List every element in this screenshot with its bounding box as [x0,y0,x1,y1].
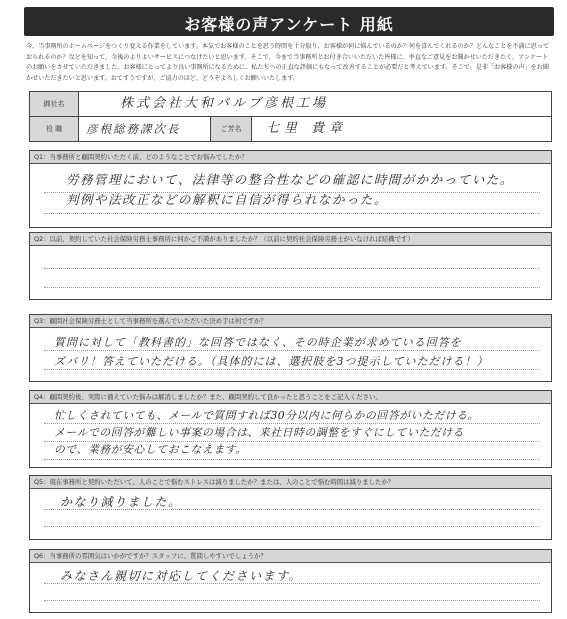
company-label: 御社名 [30,92,79,116]
answer-text [60,493,545,511]
survey-title: お客様の声アンケート 用紙 [184,15,394,34]
answer-line: ので、業務が安心しておこなえます。 [54,443,247,456]
question-text: Q3：顧問社会保険労務士として当事務所を選んでいただいた決め手は何ですか？ [30,315,551,328]
answer-line: ズバリ！答えていただける。（具体的には、選択肢を3つ提示していただける！） [54,355,489,368]
name-value: 七里 貴章 [266,121,348,136]
answer-line: 判例や法改正などの解釈に自信が得られなかった。 [66,192,389,207]
answer-text [54,407,545,458]
answer-line: みなさん親切に対応してくださいます。 [60,569,303,583]
answer-text [54,333,545,371]
answer-line: メールでの回答が難しい事案の場合は、来社日時の調整をすぐにしていただける [54,426,465,439]
question-block-4 [29,390,552,468]
question-block-6 [29,549,552,613]
answer-line: 質問に対して「教科書的」な回答ではなく、その時企業が求めている回答を [54,336,462,349]
company-value: 株式会社大和バルブ彦根工場 [120,96,329,111]
question-text: Q6：当事務所の雰囲気はいかがですか？スタッフに、質問しやすいでしょうか？ [30,550,551,563]
position-value: 彦根総務課次長 [86,122,181,136]
answer-line: 労務管理において、法律等の整合性などの確認に時間がかかっていた。 [66,172,514,187]
answer-text [66,170,545,210]
question-text: Q5：現在事務所と契約いただいて、人のことで悩むストレスは減りましたか？または、人のことで悩む時間は減りましたか？ [30,476,551,489]
company-row [30,92,551,117]
title-banner [24,7,554,36]
question-block-3 [29,314,552,382]
question-block-5 [29,475,552,540]
respondent-info-table [29,91,552,142]
question-block-1 [29,150,552,228]
question-text: Q4：顧問契約後、実際に備えていた悩みは解消しましたか？また、顧問契約して良かったと思うことをご記入ください。 [30,391,551,404]
position-row [30,117,551,141]
answer-line: かなり減りました。 [60,495,182,509]
question-block-2 [29,232,552,300]
position-label: 役 職 [30,117,79,141]
question-text: Q2：以前、契約していた社会保険労務士事務所に何かご不満がありましたか？（以前に契約社会保険労務士がいなければ結構です） [30,233,551,246]
answer-line: 忙しくされていても、メールで質問すれば30分以内に何らかの回答がいただける。 [54,409,480,422]
question-text: Q1：当事務所と顧問契約いただく前、どのようなことでお悩みでしたか？ [30,151,551,164]
name-label: ご芳名 [210,117,252,141]
answer-text [60,567,545,585]
intro-paragraph: 今、当事務所のホームページをつくり変える作業をしています。本気でお客様のことを思う時間を十分取り、お客様が何に悩んでいるのか？何を喜んでくれるのか？どんなことを不満に思っておられるのか？などを知って、今後のよりよいサービスにつなげたいと思います。そこで、今まで当事務所とお付き合いいただいた皆様に、率直なご意見をお聞かせいただきたく、アンケートのお願いをさせていただきました。お客様にとってより良い事務所になるために、私たちへの正直な評価にもなって改善することが必要だと考えています。そこで、是非「お客様の声」をお聞かせいただきたいと思います。おてすうですが、ご協力のほど、どうぞよろしくお願いいたします。 [26,43,549,82]
